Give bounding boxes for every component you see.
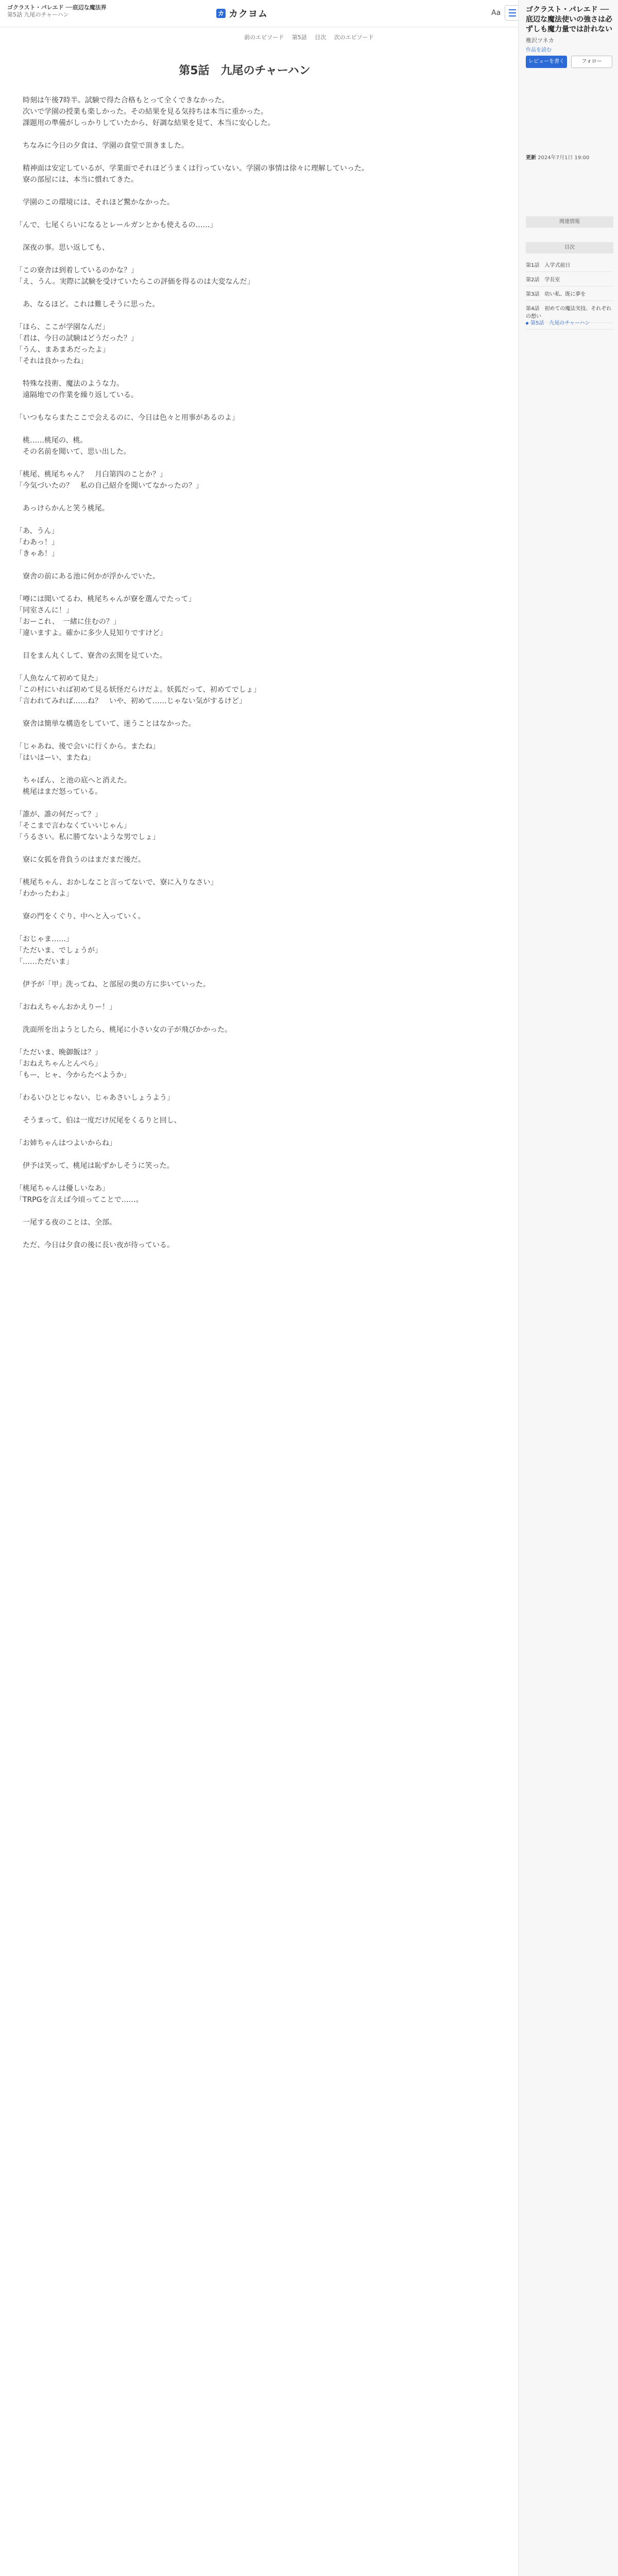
- body-paragraph: あっけらかんと笑う桃尾。: [15, 504, 109, 513]
- body-paragraph: [15, 1206, 474, 1217]
- body-paragraph: [15, 968, 474, 979]
- body-paragraph: [15, 1104, 474, 1115]
- body-paragraph: 「この村にいれば初めて見る妖怪だらけだよ。妖狐だって、初めてでしょ」: [15, 686, 261, 694]
- body-paragraph: 「わるいひとじゃない、じゃあさいしょうよう」: [15, 1094, 174, 1102]
- body-paragraph: 「ただいま、晩御飯は？」: [15, 1048, 102, 1057]
- body-paragraph: 「わあっ！」: [15, 538, 59, 547]
- body-paragraph: 「おねえちゃんとんぺら」: [15, 1060, 102, 1068]
- body-paragraph: 伊予は笑って、桃尾は恥ずかしそうに笑った。: [15, 1162, 174, 1170]
- body-paragraph: 「うん、まあまあだったよ」: [15, 346, 110, 354]
- toc-link[interactable]: 目次: [315, 34, 327, 41]
- sidebar-author-link[interactable]: 作品を読む: [526, 47, 552, 53]
- body-paragraph: 「もー、ヒャ、今からたべようか」: [15, 1071, 131, 1079]
- body-paragraph: 「ほら、ここが学園なんだ」: [15, 323, 109, 331]
- body-paragraph: [15, 129, 474, 140]
- body-paragraph: あ、なるほど。これは難しそうに思った。: [15, 300, 160, 309]
- body-paragraph: [15, 1172, 474, 1183]
- kakuyomu-logo-icon: カ: [216, 9, 226, 18]
- body-paragraph: 目をまん丸くして、寮舎の玄関を見ていた。: [15, 652, 167, 660]
- body-paragraph: [15, 843, 474, 854]
- font-settings-button[interactable]: Aa: [491, 9, 501, 17]
- body-paragraph: 学園のこの環境には、それほど驚かなかった。: [15, 198, 174, 207]
- body-paragraph: [15, 423, 474, 435]
- body-paragraph: [15, 367, 474, 378]
- body-paragraph: 「今気づいたの？ 私の自己紹介を聞いてなかったの？」: [15, 482, 203, 490]
- body-paragraph: 「んで、七尾くらいになるとレールガンとかも使えるの……」: [15, 221, 217, 229]
- body-paragraph: [15, 662, 474, 673]
- body-paragraph: 精神面は安定しているが、学業面でそれほどうまくは行っていない。学園の事情は徐々に理解していった。: [15, 164, 369, 173]
- body-paragraph: ただ、今日は夕食の後に長い夜が待っている。: [15, 1241, 174, 1249]
- body-paragraph: 「え、うん。実際に試験を受けていたらこの評価を得るのは大変なんだ」: [15, 278, 254, 286]
- body-paragraph: 「あ、うん」: [15, 527, 59, 535]
- body-paragraph: 深夜の事。思い返しても、: [15, 244, 109, 252]
- header-work-info[interactable]: [7, 4, 107, 19]
- body-paragraph: 「じゃあね、後で会いに行くから。またね」: [15, 742, 160, 751]
- current-episode-dot-icon: [526, 322, 528, 325]
- body-paragraph: 「桃尾ちゃんは優しいなあ」: [15, 1184, 109, 1193]
- body-paragraph: [15, 582, 474, 594]
- body-paragraph: 「桃尾、桃尾ちゃん？ 月白第四のことか？」: [15, 470, 167, 479]
- body-paragraph: 「君は、今日の試験はどうだった？」: [15, 334, 138, 343]
- sidebar-episode-item[interactable]: [526, 286, 613, 301]
- body-paragraph: 「誰が、誰の何だって？」: [15, 810, 102, 819]
- body-paragraph: [15, 253, 474, 265]
- body-paragraph: [15, 1036, 474, 1047]
- body-paragraph: 時刻は午後7時半。試験で得た合格もとって全くできなかった。: [15, 96, 229, 105]
- body-paragraph: [15, 764, 474, 775]
- sidebar-episode-label: 第5話 九尾のチャーハン: [530, 320, 590, 326]
- body-paragraph: 「いつもならまたここで会えるのに、今日は色々と用事があるのよ」: [15, 414, 239, 422]
- body-paragraph: [15, 1126, 474, 1138]
- episode-title: 第5話 九尾のチャーハン: [179, 64, 311, 77]
- body-paragraph: 「TRPGを言えば今頃ってことで……。: [15, 1196, 143, 1204]
- body-paragraph: 次いで学園の授業も楽しかった。その結果を見る気持ちは本当に重かった。: [15, 108, 268, 116]
- toc-section-header: 目次: [526, 242, 613, 253]
- sidebar-episode-label: 第3話 幼い私、既に夢を: [526, 292, 586, 297]
- body-paragraph: [15, 900, 474, 911]
- work-sidebar: [518, 0, 618, 2576]
- related-section-header: 関連情報: [526, 216, 613, 228]
- body-paragraph: [15, 151, 474, 163]
- prev-episode-link[interactable]: 前のエピソード: [244, 34, 284, 41]
- body-paragraph: 「人魚なんて初めて見た」: [15, 674, 102, 683]
- body-paragraph: 「ただいま、でしょうが」: [15, 946, 102, 955]
- body-paragraph: そうまって、伯は一度だけ尻尾をくるりと回し、: [15, 1116, 181, 1125]
- body-paragraph: ちゃぽん、と池の底へと消えた。: [15, 776, 131, 785]
- body-paragraph: 「同室さんに！」: [15, 606, 73, 615]
- meta-label: 更新: [526, 155, 536, 161]
- body-paragraph: 寮舎の前にある池に何かが浮かんでいた。: [15, 572, 160, 581]
- hamburger-icon-line: [509, 12, 516, 13]
- body-paragraph: 伊予が「甲」洗ってね、と部屋の奥の方に歩いていった。: [15, 980, 210, 989]
- body-paragraph: 「わかったわよ」: [15, 890, 73, 898]
- body-paragraph: 「おねえちゃんおかえりー！」: [15, 1003, 116, 1011]
- body-paragraph: [15, 457, 474, 469]
- body-paragraph: 「きゃあ！」: [15, 550, 59, 558]
- hamburger-icon-line: [509, 15, 516, 16]
- sidebar-work-title[interactable]: ゴクラスト・パレエド ──底辺な魔法使いの強さは必ずしも魔力量では計れない: [526, 6, 612, 33]
- body-paragraph: [15, 185, 474, 197]
- body-paragraph: 洗面所を出ようとしたら、桃尾に小さい女の子が飛びかかった。: [15, 1026, 232, 1034]
- review-button[interactable]: レビューを書く: [526, 56, 567, 68]
- body-paragraph: 「言われてみれば……ね？ いや、初めて……じゃない気がするけど」: [15, 697, 246, 705]
- body-paragraph: 「桃尾ちゃん、おかしなこと言ってないで、寮に入りなさい」: [15, 878, 218, 887]
- body-paragraph: [15, 1013, 474, 1024]
- body-paragraph: [15, 514, 474, 526]
- body-paragraph: 寮の門をくぐり、中へと入っていく。: [15, 912, 145, 921]
- header-episode-title: 第5話 九尾のチャーハン: [7, 11, 69, 18]
- body-paragraph: 桃……桃尾の、桃。: [15, 436, 88, 445]
- sidebar-episode-item[interactable]: [526, 272, 613, 286]
- body-paragraph: [15, 707, 474, 718]
- body-paragraph: [15, 1081, 474, 1092]
- body-paragraph: 「この寮舎は到着しているのかな？」: [15, 266, 138, 275]
- body-paragraph: 「おじゃま……」: [15, 935, 73, 943]
- body-paragraph: 桃尾はまだ怒っている。: [15, 788, 102, 796]
- next-episode-link[interactable]: 次のエピソード: [334, 34, 374, 41]
- body-paragraph: 「おーこれ、 一緒に住むの？」: [15, 618, 121, 626]
- sidebar-episode-item[interactable]: [526, 258, 613, 272]
- episode-number: 第5話: [291, 34, 307, 41]
- site-name: カクヨム: [229, 9, 268, 20]
- body-paragraph: [15, 401, 474, 412]
- body-paragraph: 特殊な技術、魔法のような力。: [15, 380, 124, 388]
- header-controls: [491, 5, 520, 21]
- body-paragraph: 「うるさい。私に勝てないような男でしょ」: [15, 833, 160, 841]
- header-work-title[interactable]: ゴクラスト・パレエド ──底辺な魔法界: [7, 4, 107, 11]
- episode-body: [15, 95, 474, 1251]
- body-paragraph: [15, 990, 474, 1002]
- body-paragraph: 一尾する夜のことは、全部。: [15, 1218, 116, 1227]
- follow-button[interactable]: フォロー: [571, 56, 612, 68]
- body-paragraph: [15, 922, 474, 934]
- body-paragraph: [15, 208, 474, 219]
- body-paragraph: 寮舎は簡単な構造をしていて、迷うことはなかった。: [15, 720, 196, 728]
- body-paragraph: [15, 492, 474, 503]
- body-paragraph: [15, 730, 474, 741]
- body-paragraph: [15, 1149, 474, 1160]
- sidebar-episode-label: 第2話 学長室: [526, 277, 560, 283]
- hamburger-icon: [509, 9, 516, 10]
- body-paragraph: 「そこまで言わなくていいじゃん」: [15, 822, 131, 830]
- body-paragraph: [15, 1228, 474, 1240]
- sidebar-author[interactable]: 椎沢ツネカ: [526, 37, 554, 44]
- sidebar-episode-item[interactable]: [526, 315, 613, 330]
- body-paragraph: ちなみに今日の夕食は、学園の食堂で頂きました。: [15, 142, 188, 150]
- body-paragraph: [15, 231, 474, 242]
- body-paragraph: その名前を聞いて、思い出した。: [15, 448, 131, 456]
- body-paragraph: 「……ただいま」: [15, 958, 73, 966]
- body-paragraph: [15, 310, 474, 321]
- body-paragraph: 「はいはーい、またね」: [15, 754, 95, 762]
- body-paragraph: [15, 287, 474, 299]
- body-paragraph: 遠隔地での作業を繰り返している。: [15, 391, 138, 399]
- body-paragraph: 寮に女狐を背負うのはまだまだ後だ。: [15, 856, 145, 864]
- sidebar-episode-label: 第4話 初めての魔法実技、それぞれの想い: [526, 306, 612, 319]
- body-paragraph: 「違いますよ。確かに多少人見知りですけど」: [15, 629, 167, 637]
- sidebar-episode-label: 第1話 入学式前日: [526, 263, 571, 268]
- body-paragraph: 「それは良かったね」: [15, 357, 88, 365]
- body-paragraph: [15, 866, 474, 877]
- body-paragraph: 課題用の準備がしっかりしていたから、好調な結果を見て、本当に安心した。: [15, 119, 275, 127]
- sidebar-meta: [526, 155, 613, 162]
- body-paragraph: 「噂には聞いてるわ、桃尾ちゃんが寮を選んでたって」: [15, 595, 196, 603]
- meta-value: 2024年7月1日 19:00: [538, 155, 590, 161]
- body-paragraph: [15, 639, 474, 650]
- body-paragraph: [15, 560, 474, 571]
- body-paragraph: 「お姉ちゃんはつよいからね」: [15, 1139, 116, 1147]
- site-logo[interactable]: [216, 7, 268, 20]
- body-paragraph: 寮の部屋には、本当に慣れてきた。: [15, 176, 138, 184]
- body-paragraph: [15, 798, 474, 809]
